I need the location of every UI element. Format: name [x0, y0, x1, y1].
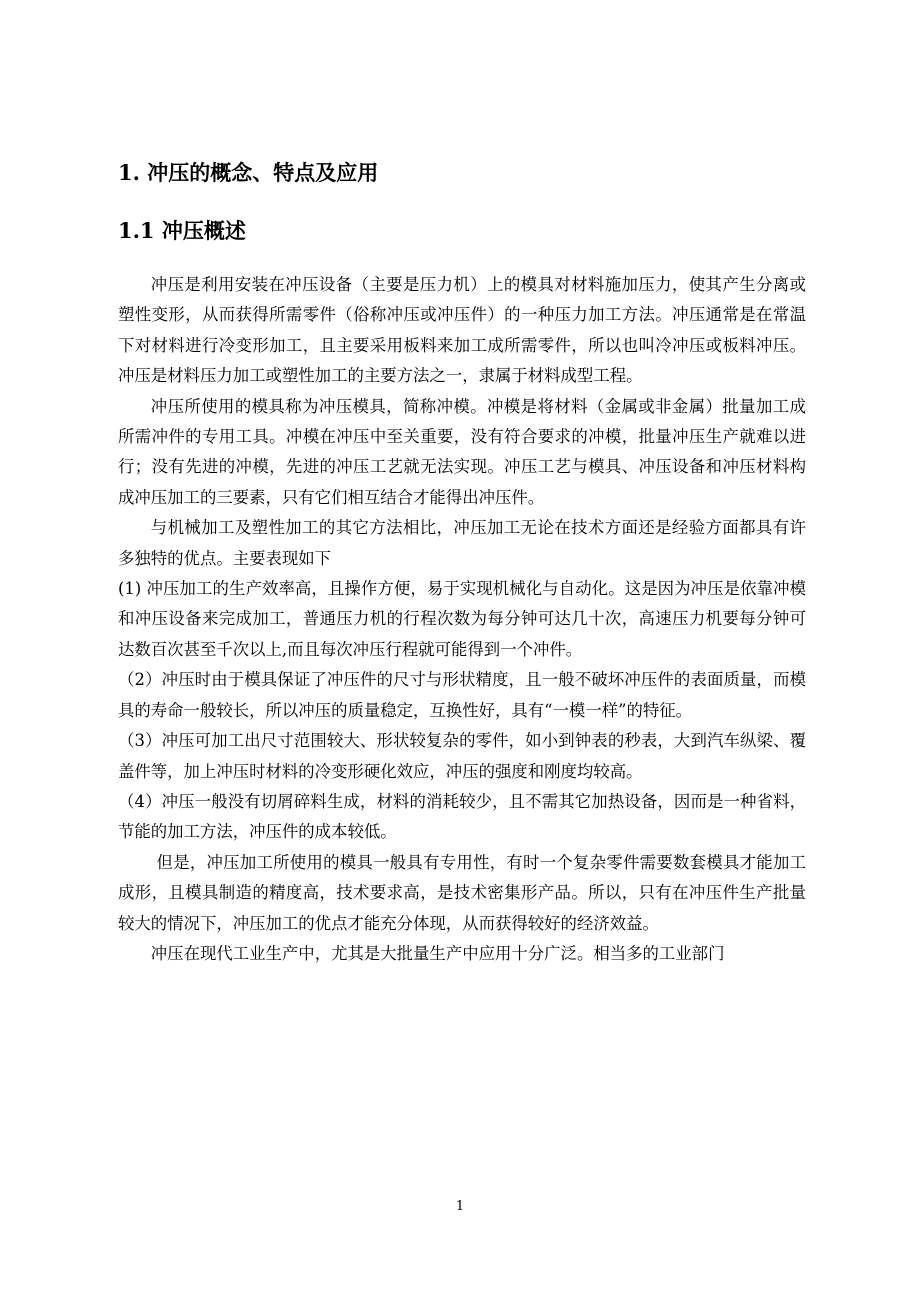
- section-heading: 1.1 冲压概述: [118, 218, 246, 243]
- paragraph-advantages-intro: 与机械加工及塑性加工的其它方法相比，冲压加工无论在技术方面还是经验方面都具有许多独特的优点。主要表现如下: [118, 518, 806, 568]
- document-body: [118, 270, 806, 969]
- list-item-advantage-3: （3）冲压可加工出尺寸范围较大、形状较复杂的零件，如小到钟表的秒表，大到汽车纵梁、覆盖件等，加上冲压时材料的冷变形硬化效应，冲压的强度和刚度均较高。: [118, 731, 806, 781]
- paragraph-disadvantages: 但是，冲压加工所使用的模具一般具有专用性，有时一个复杂零件需要数套模具才能加工成形，且模具制造的精度高，技术要求高，是技术密集形产品。所以，只有在冲压件生产批量较大的情况下，冲压加工的优点才能充分体现，从而获得较好的经济效益。: [118, 852, 806, 933]
- list-item-advantage-1: (1) 冲压加工的生产效率高，且操作方便，易于实现机械化与自动化。这是因为冲压是依靠冲模和冲压设备来完成加工，普通压力机的行程次数为每分钟可达几十次，高速压力机要每分钟可达数百次甚至千次以上,而且每次冲压行程就可能得到一个冲件。: [118, 579, 806, 659]
- list-item-advantage-4: （4）冲压一般没有切屑碎料生成，材料的消耗较少，且不需其它加热设备，因而是一种省料，节能的加工方法，冲压件的成本较低。: [118, 791, 806, 842]
- chapter-heading: 1. 冲压的概念、特点及应用: [118, 160, 379, 185]
- paragraph-stamping-definition: 冲压是利用安装在冲压设备（主要是压力机）上的模具对材料施加压力，使其产生分离或塑性变形，从而获得所需零件（俗称冲压或冲压件）的一种压力加工方法。冲压通常是在常温下对材料进行冷变形加工，且主要采用板料来加工成所需零件，所以也叫冷冲压或板料冲压。冲压是材料压力加工或塑性加工的主要方法之一，隶属于材料成型工程。: [118, 275, 806, 386]
- list-item-advantage-2: （2）冲压时由于模具保证了冲压件的尺寸与形状精度，且一般不破坏冲压件的表面质量，而模具的寿命一般较长，所以冲压的质量稳定，互换性好，具有“一模一样”的特征。: [118, 670, 806, 720]
- paragraph-stamping-dies: 冲压所使用的模具称为冲压模具，简称冲模。冲模是将材料（金属或非金属）批量加工成所需冲件的专用工具。冲模在冲压中至关重要，没有符合要求的冲模，批量冲压生产就难以进行；没有先进的冲模，先进的冲压工艺就无法实现。冲压工艺与模具、冲压设备和冲压材料构成冲压加工的三要素，只有它们相互结合才能得出冲压件。: [118, 396, 806, 507]
- paragraph-applications: 冲压在现代工业生产中，尤其是大批量生产中应用十分广泛。相当多的工业部门: [150, 943, 725, 963]
- page-number: 1: [455, 1199, 465, 1214]
- document-content: [118, 158, 806, 969]
